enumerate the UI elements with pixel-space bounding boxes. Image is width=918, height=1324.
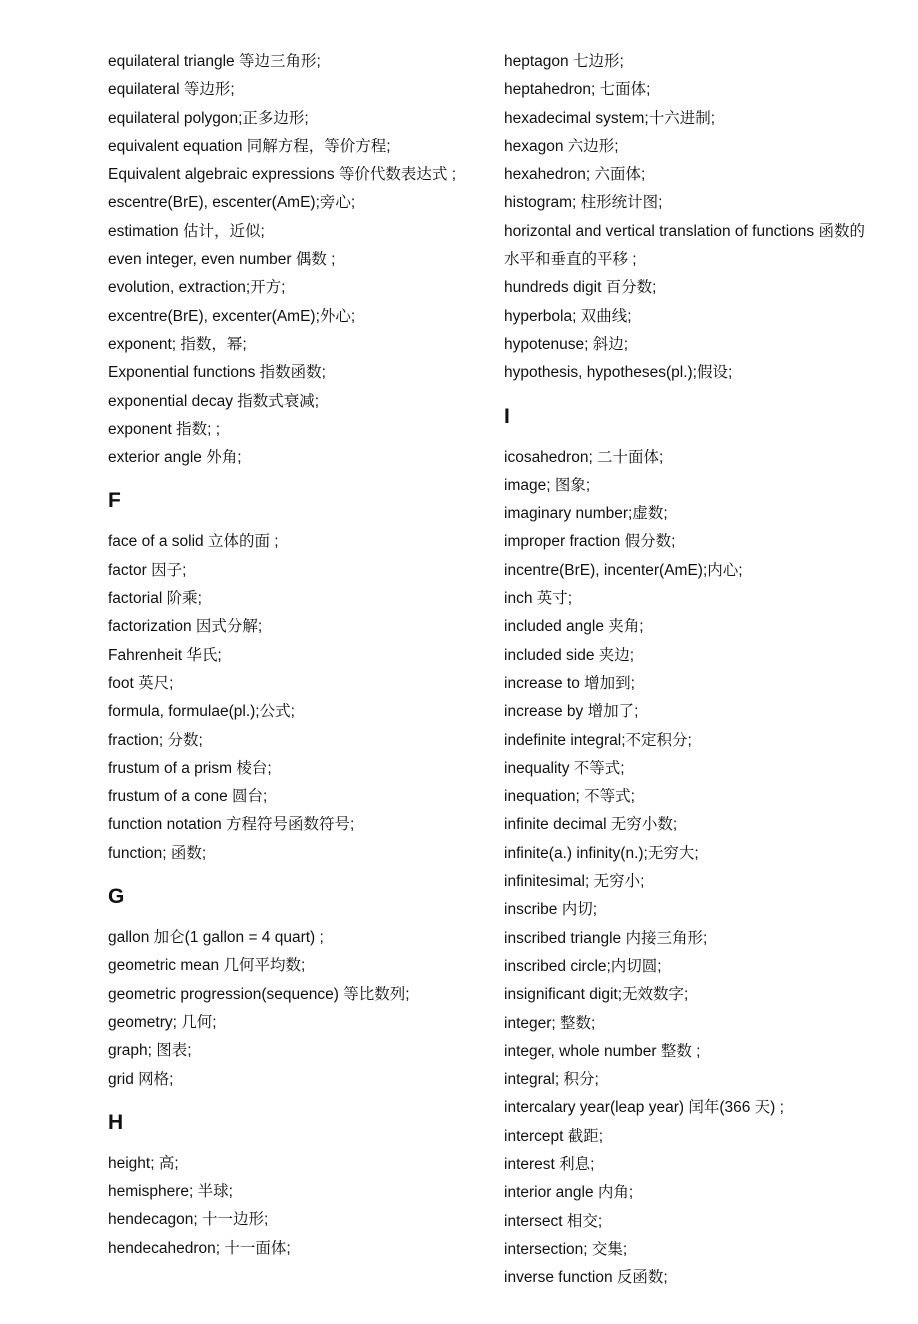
- glossary-entry: geometric progression(sequence) 等比数列;: [108, 985, 410, 1003]
- glossary-entry: interest 利息;: [504, 1155, 595, 1173]
- entries-h-continued: [504, 48, 874, 388]
- glossary-entry: hexagon 六边形;: [504, 137, 619, 155]
- glossary-entry: Exponential functions 指数函数;: [108, 364, 326, 382]
- entries-h: [108, 1150, 473, 1263]
- section-heading-g: G: [108, 885, 125, 909]
- glossary-entry: factorial 阶乘;: [108, 590, 202, 608]
- glossary-entry: increase to 增加到;: [504, 674, 635, 692]
- glossary-entry: imaginary number;虚数;: [504, 505, 668, 523]
- glossary-entry: infinite(a.) infinity(n.);无穷大;: [504, 844, 699, 862]
- glossary-entry: infinitesimal; 无穷小;: [504, 873, 645, 891]
- glossary-entry: equivalent equation 同解方程，等价方程;: [108, 137, 391, 155]
- glossary-entry: histogram; 柱形统计图;: [504, 194, 663, 212]
- glossary-entry: inverse function 反函数;: [504, 1269, 668, 1287]
- glossary-entry: inequation; 不等式;: [504, 788, 635, 806]
- entries-e: [108, 48, 473, 472]
- glossary-entry: escentre(BrE), escenter(AmE);旁心;: [108, 194, 356, 212]
- glossary-entry: intercept 截距;: [504, 1127, 604, 1145]
- glossary-entry: function notation 方程符号函数符号;: [108, 816, 355, 834]
- glossary-entry: geometry; 几何;: [108, 1013, 217, 1031]
- glossary-entry: intersect 相交;: [504, 1212, 603, 1230]
- glossary-entry: integer; 整数;: [504, 1014, 596, 1032]
- section-heading-i: I: [504, 404, 510, 428]
- glossary-entry: hyperbola; 双曲线;: [504, 307, 632, 325]
- entries-i: [504, 444, 874, 1293]
- right-column: [504, 48, 874, 1292]
- glossary-entry: intercalary year(leap year) 闰年(366 天) ;: [504, 1099, 784, 1117]
- glossary-entry: interior angle 内角;: [504, 1184, 634, 1202]
- glossary-entry: integral; 积分;: [504, 1071, 599, 1089]
- glossary-entry: formula, formulae(pl.);公式;: [108, 703, 295, 721]
- glossary-entry: estimation 估计，近似;: [108, 222, 265, 240]
- glossary-entry: grid 网格;: [108, 1070, 174, 1088]
- glossary-entry: improper fraction 假分数;: [504, 533, 676, 551]
- glossary-entry: geometric mean 几何平均数;: [108, 957, 306, 975]
- left-column: [108, 48, 473, 1263]
- glossary-entry: graph; 图表;: [108, 1042, 192, 1060]
- glossary-entry: integer, whole number 整数 ;: [504, 1042, 701, 1060]
- glossary-entry: face of a solid 立体的面 ;: [108, 533, 279, 551]
- glossary-entry: frustum of a prism 棱台;: [108, 759, 272, 777]
- glossary-entry: gallon 加仑(1 gallon = 4 quart) ;: [108, 929, 324, 947]
- glossary-entry: inscribe 内切;: [504, 901, 598, 919]
- entries-g: [108, 924, 473, 1094]
- glossary-entry: exponent; 指数，幂;: [108, 335, 247, 353]
- glossary-entry: increase by 增加了;: [504, 703, 639, 721]
- glossary-entry: inscribed circle;内切圆;: [504, 957, 662, 975]
- glossary-entry: Fahrenheit 华氏;: [108, 646, 222, 664]
- glossary-entry: included side 夹边;: [504, 646, 635, 664]
- glossary-entry: hemisphere; 半球;: [108, 1183, 233, 1201]
- glossary-entry: hypotenuse; 斜边;: [504, 335, 629, 353]
- section-heading-h: H: [108, 1110, 124, 1134]
- glossary-entry: hexadecimal system;十六进制;: [504, 109, 716, 127]
- glossary-entry: factor 因子;: [108, 561, 187, 579]
- glossary-entry: equilateral polygon;正多边形;: [108, 109, 309, 127]
- glossary-entry: icosahedron; 二十面体;: [504, 448, 664, 466]
- glossary-entry: heptahedron; 七面体;: [504, 81, 651, 99]
- glossary-entry: intersection; 交集;: [504, 1240, 628, 1258]
- glossary-entry: hexahedron; 六面体;: [504, 166, 646, 184]
- glossary-entry: included angle 夹角;: [504, 618, 644, 636]
- glossary-entry: hypothesis, hypotheses(pl.);假设;: [504, 364, 733, 382]
- glossary-entry: insignificant digit;无效数字;: [504, 986, 689, 1004]
- glossary-entry: fraction; 分数;: [108, 731, 203, 749]
- glossary-entry: indefinite integral;不定积分;: [504, 731, 692, 749]
- entries-f: [108, 528, 473, 868]
- glossary-entry: incentre(BrE), incenter(AmE);内心;: [504, 561, 743, 579]
- glossary-entry: excentre(BrE), excenter(AmE);外心;: [108, 307, 356, 325]
- glossary-entry: hundreds digit 百分数;: [504, 279, 657, 297]
- glossary-entry: inch 英寸;: [504, 590, 573, 608]
- glossary-entry: exterior angle 外角;: [108, 449, 242, 467]
- glossary-entry: frustum of a cone 圆台;: [108, 788, 268, 806]
- glossary-entry: factorization 因式分解;: [108, 618, 263, 636]
- glossary-entry: evolution, extraction;开方;: [108, 279, 286, 297]
- glossary-entry: exponential decay 指数式衰减;: [108, 392, 320, 410]
- glossary-entry: foot 英尺;: [108, 674, 174, 692]
- glossary-entry: equilateral triangle 等边三角形;: [108, 53, 321, 70]
- glossary-entry: inequality 不等式;: [504, 759, 625, 777]
- glossary-entry: equilateral 等边形;: [108, 81, 235, 99]
- glossary-entry: height; 高;: [108, 1154, 179, 1172]
- glossary-entry: heptagon 七边形;: [504, 53, 624, 70]
- glossary-entry: horizontal and vertical translation of functions 函数的水平和垂直的平移 ;: [504, 222, 865, 269]
- glossary-entry: exponent 指数; ;: [108, 420, 221, 438]
- glossary-entry: hendecahedron; 十一面体;: [108, 1239, 291, 1257]
- glossary-entry: even integer, even number 偶数 ;: [108, 251, 336, 269]
- section-heading-f: F: [108, 489, 121, 513]
- glossary-entry: hendecagon; 十一边形;: [108, 1211, 269, 1229]
- glossary-entry: inscribed triangle 内接三角形;: [504, 929, 708, 947]
- glossary-entry: function; 函数;: [108, 844, 207, 862]
- glossary-entry: infinite decimal 无穷小数;: [504, 816, 678, 834]
- glossary-entry: image; 图象;: [504, 476, 591, 494]
- glossary-entry: Equivalent algebraic expressions 等价代数表达式 ;: [108, 166, 457, 184]
